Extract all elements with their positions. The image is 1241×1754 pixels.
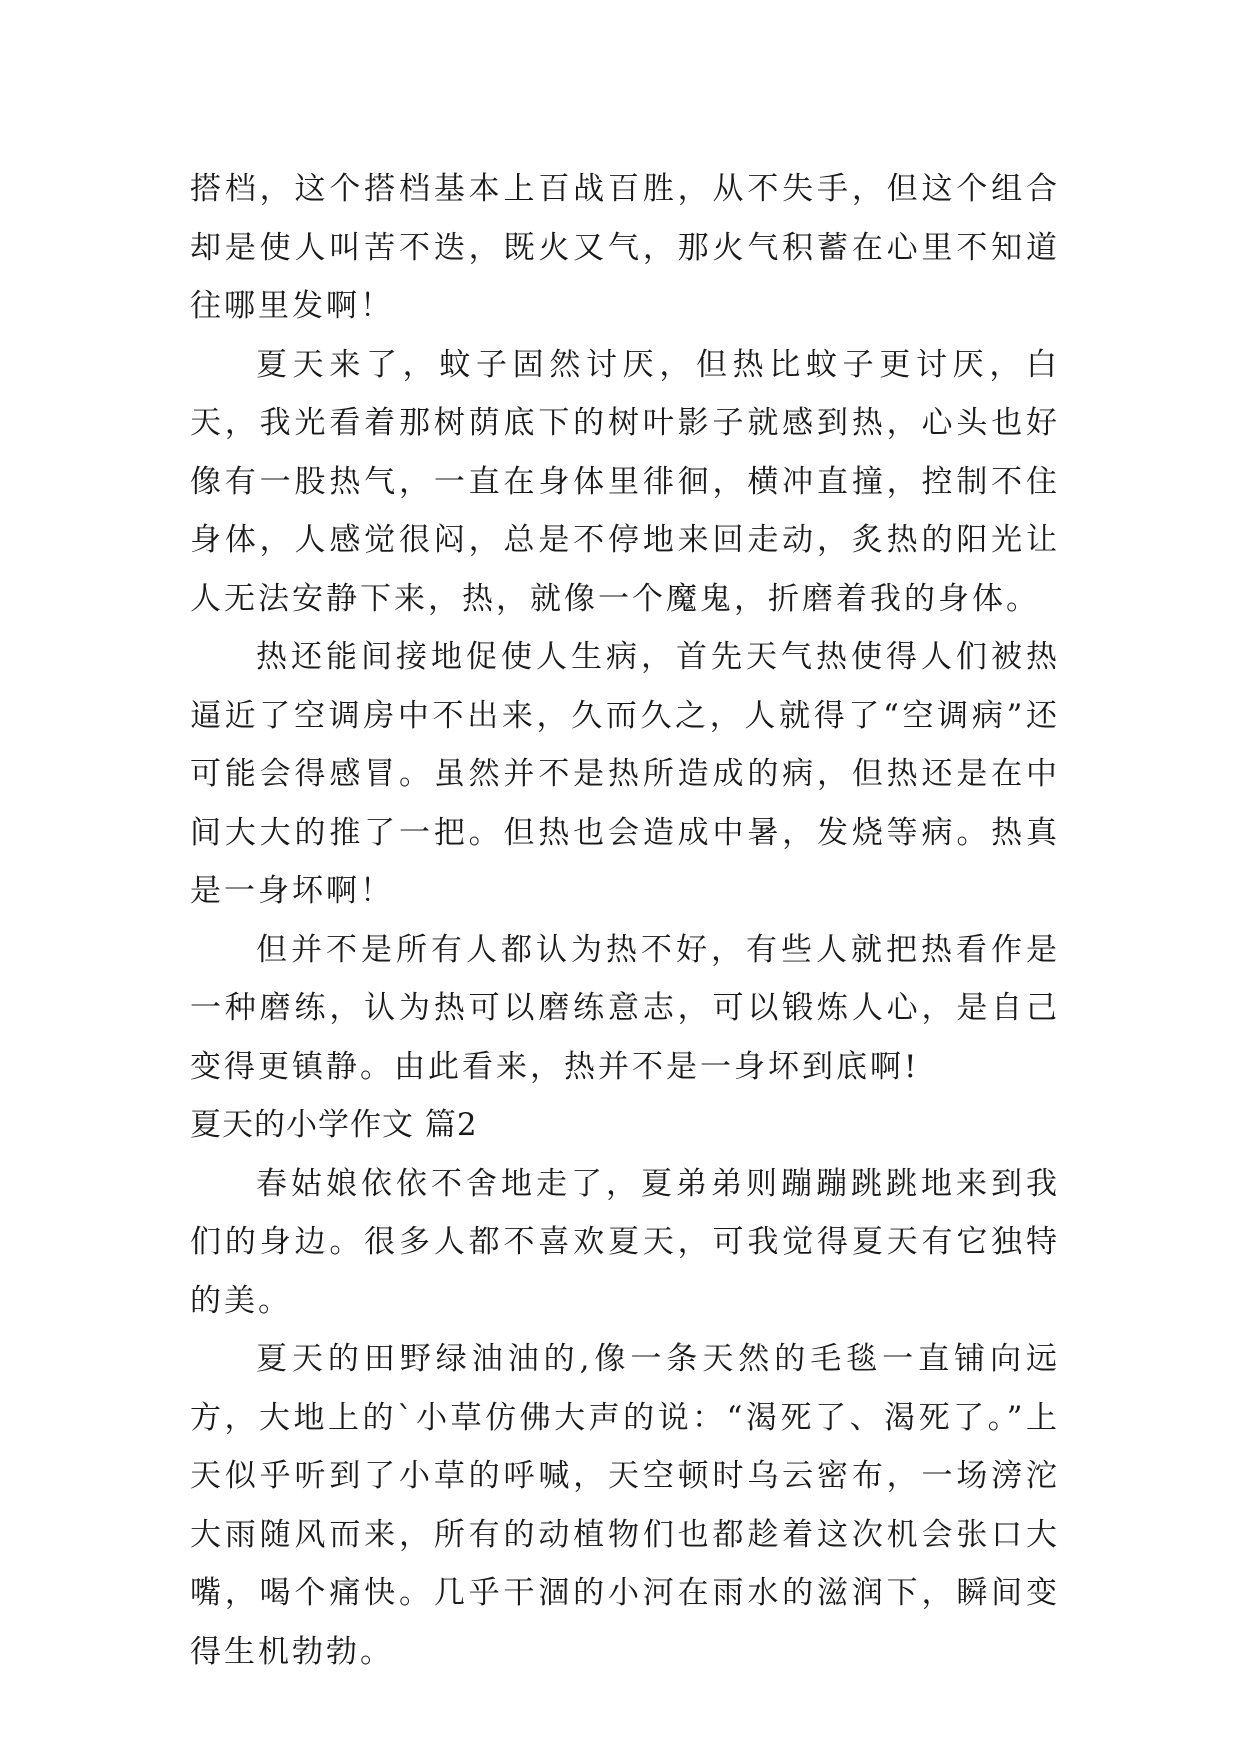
paragraph-2: 夏天来了，蚊子固然讨厌，但热比蚊子更讨厌，白天，我光看着那树荫底下的树叶影子就感到热，心头也好像有一股热气，一直在身体里徘徊，横冲直撞，控制不住身体，人感觉很闷，总是不停地来回走动，炙热的阳光让人无法安静下来，热，就像一个魔鬼，折磨着我的身体。 xyxy=(190,346,1060,617)
paragraph-4: 但并不是所有人都认为热不好，有些人就把热看作是一种磨练，认为热可以磨练意志，可以锻炼人心，是自己变得更镇静。由此看来，热并不是一身坏到底啊! xyxy=(190,931,1060,1085)
paragraph-3: 热还能间接地促使人生病，首先天气热使得人们被热逼近了空调房中不出来，久而久之，人就得了“空调病”还可能会得感冒。虽然并不是热所造成的病，但热还是在中间大大的推了一把。但热也会造成中暑，发烧等病。热真是一身坏啊！ xyxy=(190,639,1060,909)
paragraph-1: 搭档，这个搭档基本上百战百胜，从不失手，但这个组合却是使人叫苦不迭，既火又气，那火气积蓄在心里不知道往哪里发啊！ xyxy=(190,171,1060,324)
section-heading: 夏天的小学作文 篇2 xyxy=(190,1107,478,1143)
paragraph-6: 夏天的田野绿油油的,像一条天然的毛毯一直铺向远方，大地上的`小草仿佛大声的说：“渴死了、渴死了。”上天似乎听到了小草的呼喊，天空顿时乌云密布，一场滂沱大雨随风而来，所有的动植物们也都趁着这次机会张口大嘴，喝个痛快。几乎干涸的小河在雨水的滋润下，瞬间变得生机勃勃。 xyxy=(190,1341,1060,1670)
document-page xyxy=(190,160,1060,1681)
paragraph-5: 春姑娘依依不舍地走了，夏弟弟则蹦蹦跳跳地来到我们的身边。很多人都不喜欢夏天，可我觉得夏天有它独特的美。 xyxy=(190,1165,1060,1319)
